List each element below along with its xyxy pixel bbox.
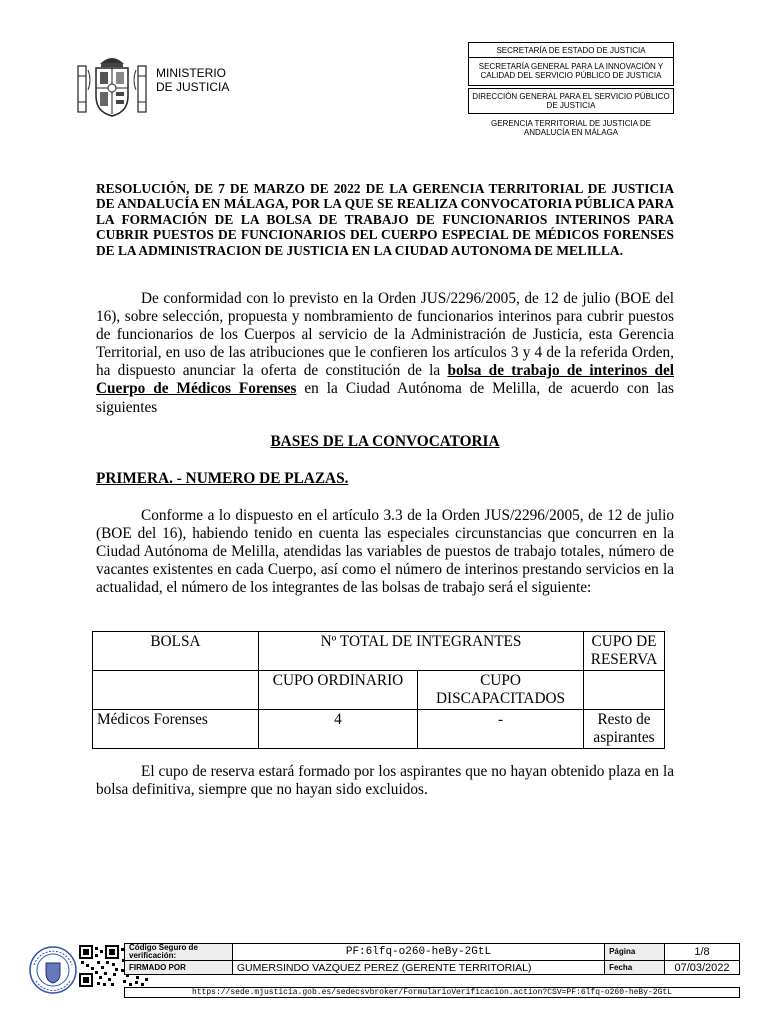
row-bolsa: Médicos Forenses: [93, 710, 259, 749]
primera-heading: PRIMERA. - NUMERO DE PLAZAS.: [96, 470, 349, 487]
verification-table: [124, 943, 740, 975]
signature-date: 07/03/2022: [665, 961, 740, 975]
header-box-secretaria-estado: SECRETARÍA DE ESTADO DE JUSTICIA: [468, 42, 674, 58]
verification-url-link[interactable]: https://sede.mjusticia.gob.es/sedecsvbroker/FormularioVerificacion.action?CSV=PF:6lfq-o260-heBy-2GtL: [124, 987, 740, 998]
resolution-title: RESOLUCIÓN, DE 7 DE MARZO DE 2022 DE LA GERENCIA TERRITORIAL DE JUSTICIA DE ANDALUCÍA EN MÁLAGA, POR LA QUE SE REALIZA CONVOCATORIA PÚBLICA PARA LA FORMACIÓN DE LA BOLSA DE TRABAJO DE FUNCIONARIOS INTERINOS PARA CUBRIR PUESTOS DE FUNCIONARIOS DEL CUERPO ESPECIAL DE MÉDICOS FORENSES DE LA ADMINISTRACION DE JUSTICIA EN LA CIUDAD AUTONOMA DE MELILLA.: [96, 181, 674, 258]
ministry-line-2: DE JUSTICIA: [156, 80, 230, 94]
row-cupo-reserva: Resto de aspirantes: [584, 710, 665, 749]
verification-footer: [26, 943, 740, 998]
header-box-direccion-general: DIRECCIÓN GENERAL PARA EL SERVICIO PÚBLICO DE JUSTICIA: [468, 88, 674, 114]
header-cupo-ordinario: CUPO ORDINARIO: [259, 671, 418, 710]
row-cupo-ordinario: 4: [259, 710, 418, 749]
ministry-name: [156, 66, 229, 94]
header-cupo-reserva: CUPO DE RESERVA: [584, 632, 665, 671]
header-box-secretaria-general: SECRETARÍA GENERAL PARA LA INNOVACIÓN Y CALIDAD DEL SERVICIO PÚBLICO DE JUSTICIA: [468, 58, 674, 86]
official-seal-icon: [28, 945, 78, 995]
table-row: [125, 944, 740, 961]
reserva-paragraph: El cupo de reserva estará formado por los aspirantes que no hayan obtenido plaza en la bolsa definitiva, siempre que no hayan sido excluidos.: [96, 763, 674, 799]
page-label: Página: [605, 944, 665, 961]
primera-paragraph: Conforme a lo dispuesto en el artículo 3.3 de la Orden JUS/2296/2005, de 12 de julio (BOE del 16), habiendo tenido en cuenta las especiales circunstancias que concurren en la Ciudad Autónoma de Melilla, atendidas las variables de puestos de trabajo totales, número de vacantes existentes en cada Cuerpo, así como el número de interinos prestando servicios en la actualidad, el número de los integrantes de las bolsas de trabajo será el siguiente:: [96, 507, 674, 597]
empty-cell: [584, 671, 665, 710]
intro-emphasis: bolsa de trabajo de interinos del Cuerpo de Médicos Forenses: [96, 362, 674, 398]
signed-label: FIRMADO POR: [125, 961, 233, 975]
signed-by: GUMERSINDO VAZQUEZ PEREZ (GERENTE TERRITORIAL): [232, 961, 604, 975]
page-number: 1/8: [665, 944, 740, 961]
row-cupo-discapacitados: -: [418, 710, 584, 749]
date-label: Fecha: [605, 961, 665, 975]
table-row: [125, 961, 740, 975]
table-row: [93, 632, 665, 671]
coat-of-arms-icon: [76, 50, 148, 122]
bases-heading: BASES DE LA CONVOCATORIA: [270, 433, 500, 450]
header-bolsa: BOLSA: [93, 632, 259, 671]
table-row: [93, 671, 665, 710]
table-row: [93, 710, 665, 749]
ministry-line-1: MINISTERIO: [156, 66, 227, 80]
header-total-integrantes: Nº TOTAL DE INTEGRANTES: [259, 632, 584, 671]
header-gerencia-territorial: GERENCIA TERRITORIAL DE JUSTICIA DE ANDALUCÍA EN MÁLAGA: [491, 119, 651, 137]
csv-code: PF:6lfq-o260-heBy-2GtL: [232, 944, 604, 961]
intro-paragraph: [96, 290, 674, 417]
intro-text-after: en la Ciudad Autónoma de Melilla, de acuerdo con las siguientes: [96, 380, 674, 416]
empty-cell: [93, 671, 259, 710]
csv-label: Código Seguro de verificación:: [125, 944, 233, 961]
header-cupo-discapacitados: CUPO DISCAPACITADOS: [418, 671, 584, 710]
plazas-table: [92, 631, 665, 749]
intro-text-before: De conformidad con lo previsto en la Orden JUS/2296/2005, de 12 de julio (BOE del 16), sobre selección, propuesta y nombramiento de funcionarios interinos para cubrir puestos de funcionarios de los Cuerpos al servicio de la Administración de Justicia, esta Gerencia Territorial, en uso de las atribuciones que le confieren los artículos 3 y 4 de la referida Orden, ha dispuesto anunciar la oferta de constitución de la: [96, 290, 674, 380]
